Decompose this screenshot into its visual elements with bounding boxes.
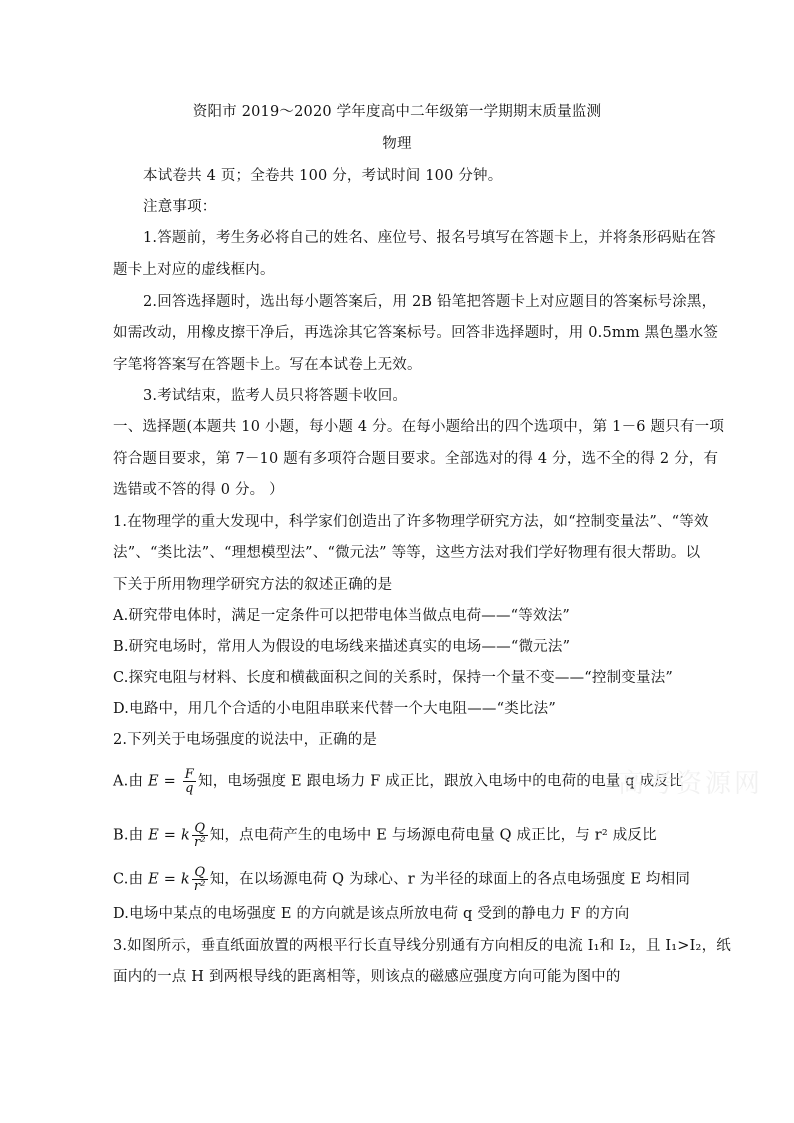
fraction-numerator: Q — [192, 822, 208, 836]
question-1-option-a: A.研究带电体时，满足一定条件可以把带电体当做点电荷——“等效法” — [113, 608, 571, 624]
formula-fraction — [192, 822, 208, 849]
question-2-stem: 2.下列关于电场强度的说法中，正确的是 — [113, 732, 378, 748]
formula-lhs: E = k — [148, 871, 190, 888]
question-1-stem: 法”、“类比法”、“理想模型法”、“微元法” 等等，这些方法对我们学好物理有很大帮助。以 — [113, 545, 701, 561]
question-1-option-c: C.探究电阻与材料、长度和横截面积之间的关系时，保持一个量不变——“控制变量法” — [113, 670, 674, 686]
question-1-option-d: D.电路中，用几个合适的小电阻串联来代替一个大电阻——“类比法” — [113, 701, 556, 717]
option-label: C.由 — [113, 871, 149, 888]
notice-2-line: 如需改动，用橡皮擦干净后，再选涂其它答案标号。回答非选择题时，用 0.5mm 黑色墨水签 — [113, 325, 719, 341]
exam-summary: 本试卷共 4 页；全卷共 100 分，考试时间 100 分钟。 — [143, 168, 503, 184]
question-2-option-c — [113, 865, 691, 894]
fraction-denominator: r² — [193, 835, 206, 850]
notice-2-line: 2.回答选择题时，选出每小题答案后，用 2B 铅笔把答题卡上对应题目的答案标号涂黑， — [143, 294, 717, 310]
question-2-option-d: D.电场中某点的电场强度 E 的方向就是该点所放电荷 q 受到的静电力 F 的方向 — [113, 906, 630, 922]
formula-fraction — [192, 866, 208, 893]
exam-title: 资阳市 2019～2020 学年度高中二年级第一学期期末质量监测 — [192, 104, 602, 120]
formula-lhs: E = — [148, 773, 181, 790]
fraction-numerator: F — [184, 767, 194, 782]
subject-title: 物理 — [382, 136, 412, 152]
fraction-numerator: Q — [192, 866, 208, 880]
notice-1-line: 1.答题前，考生务必将自己的姓名、座位号、报名号填写在答题卡上，并将条形码贴在答 — [143, 230, 716, 246]
notice-2-line: 字笔将答案写在答题卡上。写在本试卷上无效。 — [113, 357, 422, 373]
notice-heading: 注意事项： — [143, 199, 217, 215]
question-3-stem: 面内的一点 H 到两根导线的距离相等，则该点的磁感应强度方向可能为图中的 — [113, 969, 621, 985]
section-instructions-line: 一、选择题(本题共 10 小题，每小题 4 分。在每小题给出的四个选项中，第 1－6 题只有一项 — [113, 419, 725, 435]
option-text: 知，在以场源电荷 Q 为球心、r 为半径的球面上的各点电场强度 E 均相同 — [209, 871, 691, 888]
question-1-stem: 下关于所用物理学研究方法的叙述正确的是 — [113, 577, 393, 593]
fraction-denominator: r² — [193, 879, 206, 894]
option-label: B.由 — [113, 827, 149, 844]
question-2-option-b — [113, 822, 685, 849]
question-1-option-b: B.研究电场时，常用人为假设的电场线来描述真实的电场——“微元法” — [113, 639, 571, 655]
option-label: A.由 — [113, 773, 148, 790]
notice-3-line: 3.考试结束，监考人员只将答题卡收回。 — [143, 388, 408, 404]
section-instructions-line: 符合题目要求，第 7－10 题有多项符合题目要求。全部选对的得 4 分，选不全的得 2 分，有 — [113, 451, 719, 467]
question-2-option-a — [113, 768, 685, 795]
watermark: 高考资源网 — [618, 769, 764, 799]
question-3-stem: 3.如图所示，垂直纸面放置的两根平行长直导线分别通有方向相反的电流 I₁和 I₂，且 I₁>I₂，纸 — [113, 938, 731, 954]
question-1-stem: 1.在物理学的重大发现中，科学家们创造出了许多物理学研究方法，如“控制变量法”、“等效 — [113, 514, 709, 530]
fraction-denominator: q — [185, 781, 194, 796]
formula-fraction — [183, 768, 196, 795]
section-instructions-line: 选错或不答的得 0 分。 ） — [113, 482, 284, 498]
formula-lhs: E = k — [148, 827, 190, 844]
notice-1-line: 题卡上对应的虚线框内。 — [113, 262, 275, 278]
option-text: 知，电场强度 E 跟电场力 F 成正比，跟放入电场中的电荷的电量 q 成反比 — [198, 773, 684, 790]
option-text: 知，点电荷产生的电场中 E 与场源电荷电量 Q 成正比，与 r² 成反比 — [209, 827, 657, 844]
